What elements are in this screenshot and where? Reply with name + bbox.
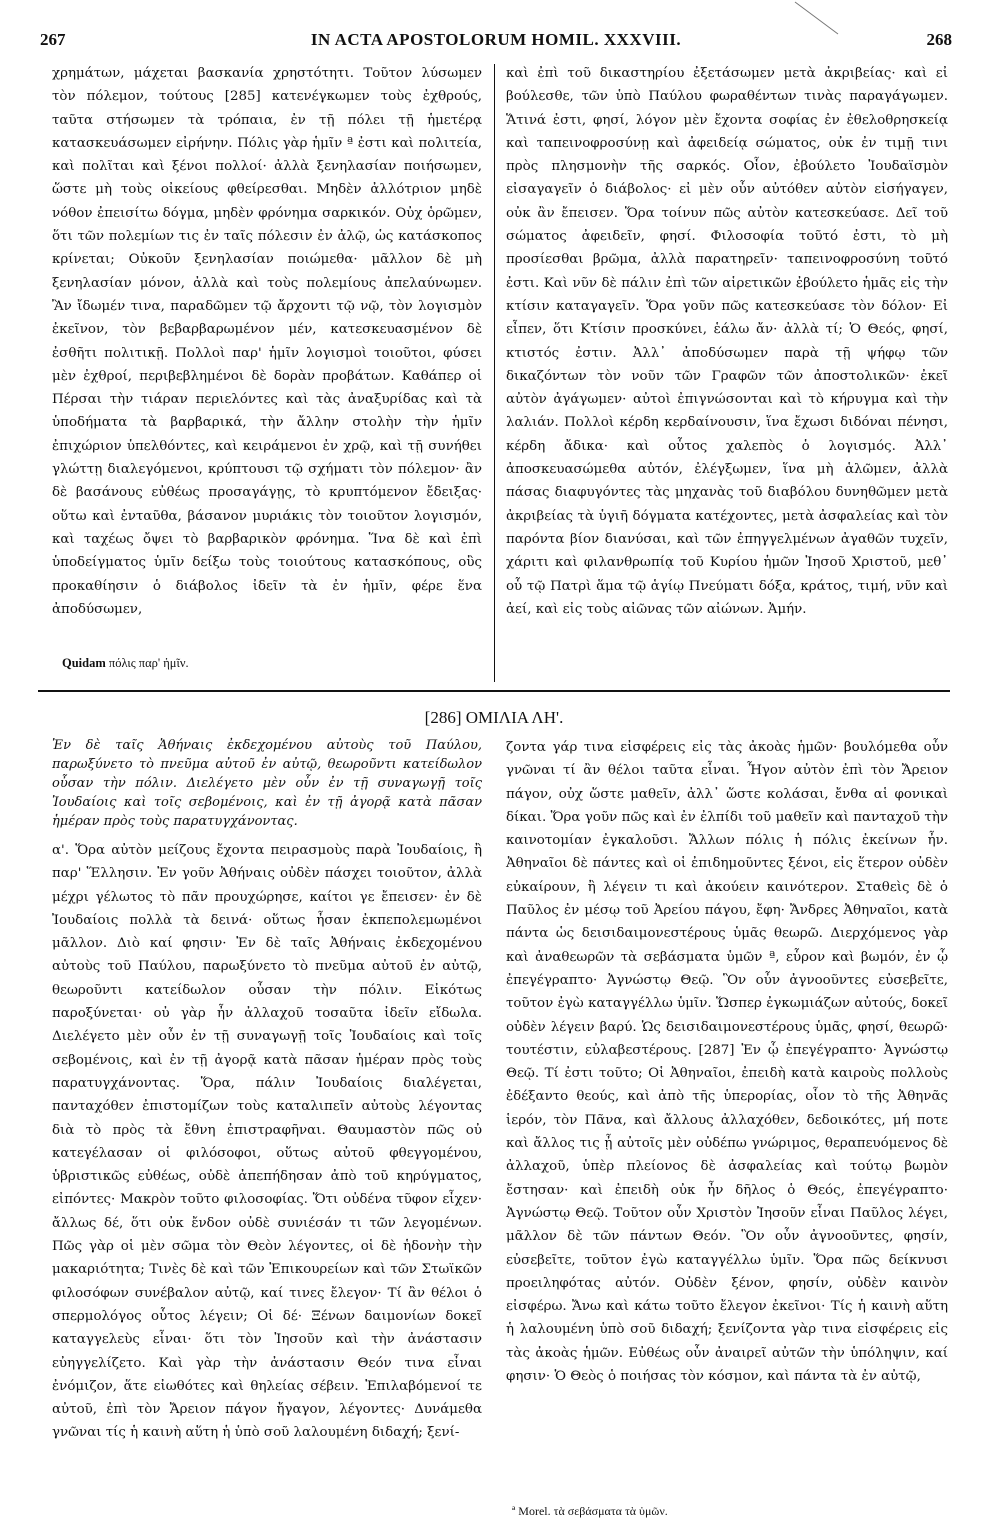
footnote-top-latin: Quidam [62, 656, 106, 670]
top-left-text: χρημάτων, μάχεται βασκανία χρηστότητι. Τοῦτον λύσωμεν τὸν πόλεμον, τούτους [285] κατενέγκωμεν τοὺς ἐχθρούς, ταῦτα στήσωμεν τὰ τρόπαια, ἐν τῇ πόλει τῇ ἡμετέρᾳ κατασκευάσωμεν εἰρήνην. Πόλις γὰρ ἡμῖν ª ἐστι καὶ πολιτεία, καὶ πολῖται καὶ ξένοι πολλοί· ἀλλὰ ξενηλασίαν ποιήσωμεν, ὥστε μὴ τοὺς οἰκείους φθείρεσθαι. Μηδὲν ἀλλότριον μηδὲ νόθον ἐπεισίτω δόγμα, μηδὲν φρόνημα σαρκικόν. Οὐχ ὁρῶμεν, ὅτι τῶν πολεμίων τις ἐν ταῖς πόλεσιν ἐν ἀλῷ, ὡς κατάσκοπος κρίνεται; Οὐκοῦν ξενηλασίαν ποιώμεθα· μᾶλλον δὲ μὴ ξενηλασίαν μόνον, ἀλλὰ καὶ τοὺς πολεμίους ἀπελαύνωμεν. Ἂν ἴδωμέν τινα, παραδῶμεν τῷ ἄρχοντι τῷ νῷ, τὸν λογισμὸν ἐκεῖνον, τὸν βεβαρβαρωμένον μέν, κατεσκευασμένον δὲ ἐσθῆτι πολιτικῇ. Πολλοὶ παρ' ἡμῖν λογισμοὶ τοιοῦτοι, φύσει μὲν ἐχθροί, περιβεβλημένοι δὲ δορὰν προβάτων. Καθάπερ οἱ Πέρσαι τὴν τιάραν περιελόντες καὶ τὰς ἀναξυρίδας καὶ τὰ ὑποδήματα τὰ βαρβαρικά, τὴν ἄλλην στολὴν τὴν ἡμῖν ἐπιχώριον ὑπελθόντες, καὶ κειράμενοι ἐν χρῷ, καὶ τῇ συνήθει γλώττῃ διαλεγόμενοι, κρύπτουσι τῷ σχήματι τὸν πόλεμον· ἂν δὲ βασάνους εὐθέως προσαγάγῃς, τὸ κρυπτόμενον ἔδειξας· οὕτω καὶ ἐνταῦθα, βάσανον μυριάκις τὸν τοιοῦτον λογισμόν, καὶ ταχέως ὄψει τὸ βαρβαρικὸν φρόνημα. Ἵνα δὲ καὶ ἐπὶ ὑποδείγματος ὑμῖν δείξω τοὺς τοιούτους κατασκόπους, οὓς προκαθίησιν ὁ διάβολος ἰδεῖν τὰ ἐν ἡμῖν, φέρε ἕνα ἀποδύσωμεν, [52, 66, 482, 617]
section-rule [38, 690, 950, 692]
bottom-left-column [52, 736, 482, 1445]
bottom-right-column [506, 736, 948, 1388]
page-number-left: 267 [40, 30, 66, 49]
homily-argument: Ἐν δὲ ταῖς Ἀθήναις ἐκδεχομένου αὐτοὺς τοῦ Παύλου, παρωξύνετο τὸ πνεῦμα αὐτοῦ ἐν αὐτῷ, θεωροῦντι κατείδωλον οὖσαν τὴν πόλιν. Διελέγετο μὲν οὖν ἐν τῇ συναγωγῇ τοῖς Ἰουδαίοις καὶ τοῖς σεβομένοις, καὶ ἐν τῇ ἀγορᾷ κατὰ πᾶσαν ἡμέραν πρὸς τοὺς παρατυγχάνοντας. [52, 738, 482, 829]
running-header [40, 30, 952, 56]
footnote-bottom: ª Morel. τὰ σεβάσματα τὰ ὑμῶν. [512, 1504, 668, 1518]
homily-title: [286] ΟΜΙΛΙΑ ΛΗ'. [424, 708, 564, 727]
bottom-left-text: α'. Ὅρα αὐτὸν μείζους ἔχοντα πειρασμοὺς παρὰ Ἰουδαίοις, ἢ παρ' Ἕλλησιν. Ἐν γοῦν Ἀθήναις οὐδὲν πάσχει τοιοῦτον, ἀλλὰ μέχρι γέλωτος τὸ πᾶν προυχώρησε, καίτοι γε ἔπεισεν· ἐν δὲ Ἰουδαίοις πολλὰ τὰ δεινά· οὕτως ἦσαν ἐκπεπολεμωμένοι μᾶλλον. Διὸ καί φησιν· Ἐν δὲ ταῖς Ἀθήναις ἐκδεχομένου αὐτοὺς τοῦ Παύλου, παρωξύνετο τὸ πνεῦμα αὐτοῦ ἐν αὐτῷ, θεωροῦντι κατείδωλον οὖσαν τὴν πόλιν. Εἰκότως παροξύνεται· οὐ γὰρ ἦν ἀλλαχοῦ τοσαῦτα ἰδεῖν εἴδωλα. Διελέγετο μὲν οὖν ἐν τῇ συναγωγῇ τοῖς Ἰουδαίοις καὶ τοῖς σεβομένοις, καὶ ἐν τῇ ἀγορᾷ κατὰ πᾶσαν ἡμέραν πρὸς τοὺς παρατυγχάνοντας. Ὅρα, πάλιν Ἰουδαίοις διαλέγεται, πανταχόθεν ἐπιστομίζων τοὺς καταλιπεῖν αὐτοὺς λέγοντας διὰ τὸ πρὸς τὰ ἔθνη ἐπιστραφῆναι. Θαυμαστὸν πῶς οὐ κατεγέλασαν οἱ φιλόσοφοι, οὕτως αὐτοῦ φθεγγομένου, ὑβριστικῶς εὐθέως, οὐδὲ ἀπεπήδησαν ἀπὸ τοῦ κηρύγματος, εἰπόντες· Μακρὸν τοῦτο φιλοσοφίας. Ὅτι οὐδένα τῦφον εἶχεν· ἄλλως δέ, ὅτι οὐκ ἔνδον οὐδὲ συνιέσάν τι τῶν λεγομένων. Πῶς γὰρ οἱ μὲν σῶμα τὸν Θεὸν λέγοντες, οἱ δὲ ἡδονὴν τὴν μακαριότητα; Τινὲς δὲ καὶ τῶν Ἐπικουρείων καὶ τῶν Στωϊκῶν φιλοσόφων συνέβαλον αὐτῷ, καί τινες ἔλεγον· Τί ἂν θέλοι ὁ σπερμολόγος οὗτος λέγειν; Οἱ δέ· Ξένων δαιμονίων δοκεῖ καταγγελεὺς εἶναι· ὅτι τὸν Ἰησοῦν καὶ τὴν ἀνάστασιν εὐηγγελίζετο. Καὶ γὰρ τὴν ἀνάστασιν Θεόν τινα εἶναι ἐνόμιζον, ἅτε εἰωθότες καὶ θηλείας σέβειν. Ἐπιλαβόμενοί τε αὐτοῦ, ἐπὶ τὸν Ἄρειον πάγον ἤγαγον, λέγοντες· Δυνάμεθα γνῶναι τίς ἡ καινὴ αὕτη ἡ ὑπὸ σοῦ λαλουμένη διδαχή; ξενί- [52, 843, 482, 1441]
top-right-text: καὶ ἐπὶ τοῦ δικαστηρίου ἐξετάσωμεν μετὰ ἀκριβείας· καὶ εἰ βούλεσθε, τῶν ὑπὸ Παύλου φωραθέντων τινὰς παραγάγωμεν. Ἅτινά ἐστι, φησί, λόγον μὲν ἔχοντα σοφίας ἐν ἐθελοθρησκείᾳ καὶ ταπεινοφροσύνῃ καὶ ἀφειδείᾳ σώματος, οὐκ ἐν τιμῇ τινι πρὸς πλησμονὴν τῆς σαρκός. Οἷον, ἐβούλετο Ἰουδαϊσμὸν εἰσαγαγεῖν ὁ διάβολος· εἰ μὲν οὖν αὐτόθεν αὐτὸν εἰσήγαγεν, οὐκ ἂν ἔπεισεν. Ὅρα τοίνυν πῶς αὐτὸν κατεσκεύασε. Δεῖ τοῦ σώματος ἀφειδεῖν, φησί. Φιλοσοφία τοῦτό ἐστι, τὸ μὴ προσίεσθαι βρῶμα, ἀλλὰ παρατηρεῖν· ταπεινοφροσύνη τοῦτό ἐστι. Καὶ νῦν δὲ πάλιν ἐπὶ τῶν αἱρετικῶν ἐβούλετο ἡμᾶς εἰς τὴν κτίσιν καταγαγεῖν. Ὅρα γοῦν πῶς κατεσκεύασε τὸν δόλον· Εἰ εἶπεν, ὅτι Κτίσιν προσκύνει, ἑάλω ἄν· ἀλλὰ τί; Ὁ Θεός, φησί, κτιστός ἐστιν. Ἀλλ᾽ ἀποδύσωμεν παρὰ τῇ ψήφῳ τῶν δικαζόντων τὸν νοῦν τῶν Γραφῶν τῶν ἀποστολικῶν· ἐκεῖ αὐτὸν ἀγάγωμεν· αὐτοὶ ἐπιγνώσονται καὶ τὸ κήρυγμα καὶ τὴν λαλιάν. Πολλοὶ κέρδη κερδαίνουσιν, ἵνα ἔχωσι διδόναι πένησι, κέρδη ἄδικα· καὶ οὗτος χαλεπὸς ὁ λογισμός. Ἀλλ᾽ ἀποσκευασώμεθα αὐτόν, ἐλέγξωμεν, ἵνα μὴ ἁλῶμεν, ἀλλὰ πάσας διαφυγόντες τὰς μηχανὰς τοῦ διαβόλου δυνηθῶμεν μετὰ ἀκριβείας τὰ ὑγιῆ δόγματα κατέχοντες, μετὰ ἀσφαλείας καὶ τὸν παρόντα βίον διανύσαι, καὶ τῶν ἐπηγγελμένων ἀγαθῶν τυχεῖν, χάριτι καὶ φιλανθρωπίᾳ τοῦ Κυρίου ἡμῶν Ἰησοῦ Χριστοῦ, μεθ᾽ οὗ τῷ Πατρὶ ἅμα τῷ ἁγίῳ Πνεύματι δόξα, κράτος, τιμή, νῦν καὶ ἀεί, καὶ εἰς τοὺς αἰῶνας τῶν αἰώνων. Ἀμήν. [506, 66, 948, 617]
footnote-top-greek: πόλις παρ' ἡμῖν. [108, 656, 189, 670]
page-number-right: 268 [926, 30, 952, 49]
top-left-column [52, 62, 482, 621]
running-title: IN ACTA APOSTOLORUM HOMIL. XXXVIII. [310, 30, 682, 49]
bottom-right-text: ζοντα γάρ τινα εἰσφέρεις εἰς τὰς ἀκοὰς ἡμῶν· βουλόμεθα οὖν γνῶναι τί ἂν θέλοι ταῦτα εἶναι. Ἦγον αὐτὸν ἐπὶ τὸν Ἄρειον πάγον, οὐχ ὥστε μαθεῖν, ἀλλ᾽ ὥστε κολάσαι, ἔνθα αἱ φονικαὶ δίκαι. Ὅρα γοῦν πῶς καὶ ἐν ἐλπίδι τοῦ μαθεῖν καὶ πανταχοῦ τὴν καινοτομίαν ἐγκαλοῦσι. Ἄλλων πόλις ἡ πόλις ἐκείνων ἦν. Ἀθηναῖοι δὲ πάντες καὶ οἱ ἐπιδημοῦντες ξένοι, εἰς ἕτερον οὐδὲν εὐκαίρουν, ἢ λέγειν τι καὶ ἀκούειν καινότερον. Σταθεὶς δὲ ὁ Παῦλος ἐν μέσῳ τοῦ Ἀρείου πάγου, ἔφη· Ἄνδρες Ἀθηναῖοι, κατὰ πάντα ὡς δεισιδαιμονεστέρους ὑμᾶς θεωρῶ. Διερχόμενος γὰρ καὶ ἀναθεωρῶν τὰ σεβάσματα ὑμῶν ª, εὗρον καὶ βωμόν, ἐν ᾧ ἐπεγέγραπτο· Ἀγνώστῳ Θεῷ. Ὃν οὖν ἀγνοοῦντες εὐσεβεῖτε, τοῦτον ἐγὼ καταγγέλλω ὑμῖν. Ὥσπερ ἐγκωμιάζων αὐτούς, δοκεῖ οὐδὲν λέγειν βαρύ. Ὡς δεισιδαιμονεστέρους ὑμᾶς, φησί, θεωρῶ· τουτέστιν, εὐλαβεστέρους. [287] Ἐν ᾧ ἐπεγέγραπτο· Ἀγνώστῳ Θεῷ. Τί ἐστι τοῦτο; Οἱ Ἀθηναῖοι, ἐπειδὴ κατὰ καιροὺς πολλοὺς ἐδέξαντο θεούς, καὶ ἀπὸ τῆς ὑπερορίας, οἷον τὸ τῆς Ἀθηνᾶς ἱερόν, τὸν Πᾶνα, καὶ ἄλλους ἀλλαχόθεν, δεδοικότες, μή ποτε καὶ ἄλλος τις ᾖ αὐτοῖς μὲν οὐδέπω γνώριμος, θεραπευόμενος δὲ ἀλλαχοῦ, ὑπὲρ πλείονος δὲ ἀσφαλείας καὶ τούτῳ βωμὸν ἔστησαν· καὶ ἐπειδὴ οὐκ ἦν δῆλος ὁ Θεός, ἐπεγέγραπτο· Ἀγνώστῳ Θεῷ. Τοῦτον οὖν Χριστὸν Ἰησοῦν εἶναι Παῦλος λέγει, μᾶλλον δὲ τῶν πάντων Θεόν. Ὃν οὖν ἀγνοοῦντες, φησίν, εὐσεβεῖτε, τοῦτον ἐγὼ καταγγέλλω ὑμῖν. Ὅρα πῶς δείκνυσι προειληφότας αὐτόν. Οὐδὲν ξένον, φησίν, οὐδὲν καινὸν εἰσφέρω. Ἄνω καὶ κάτω τοῦτο ἔλεγον ἐκεῖνοι· Τίς ἡ καινὴ αὕτη ἡ λαλουμένη ὑπὸ σοῦ διδαχή; ξενίζοντα γὰρ τινα εἰσφέρεις εἰς τὰς ἀκοὰς ἡμῶν. Εὐθέως οὖν ἀναιρεῖ αὐτῶν τὴν ὑπόληψιν, καί φησιν· Ὁ Θεὸς ὁ ποιήσας τὸν κόσμον, καὶ πάντα τὰ ἐν αὐτῷ, [506, 740, 948, 1385]
footnote-top [62, 656, 189, 671]
column-divider [494, 64, 495, 682]
top-right-column [506, 62, 948, 621]
